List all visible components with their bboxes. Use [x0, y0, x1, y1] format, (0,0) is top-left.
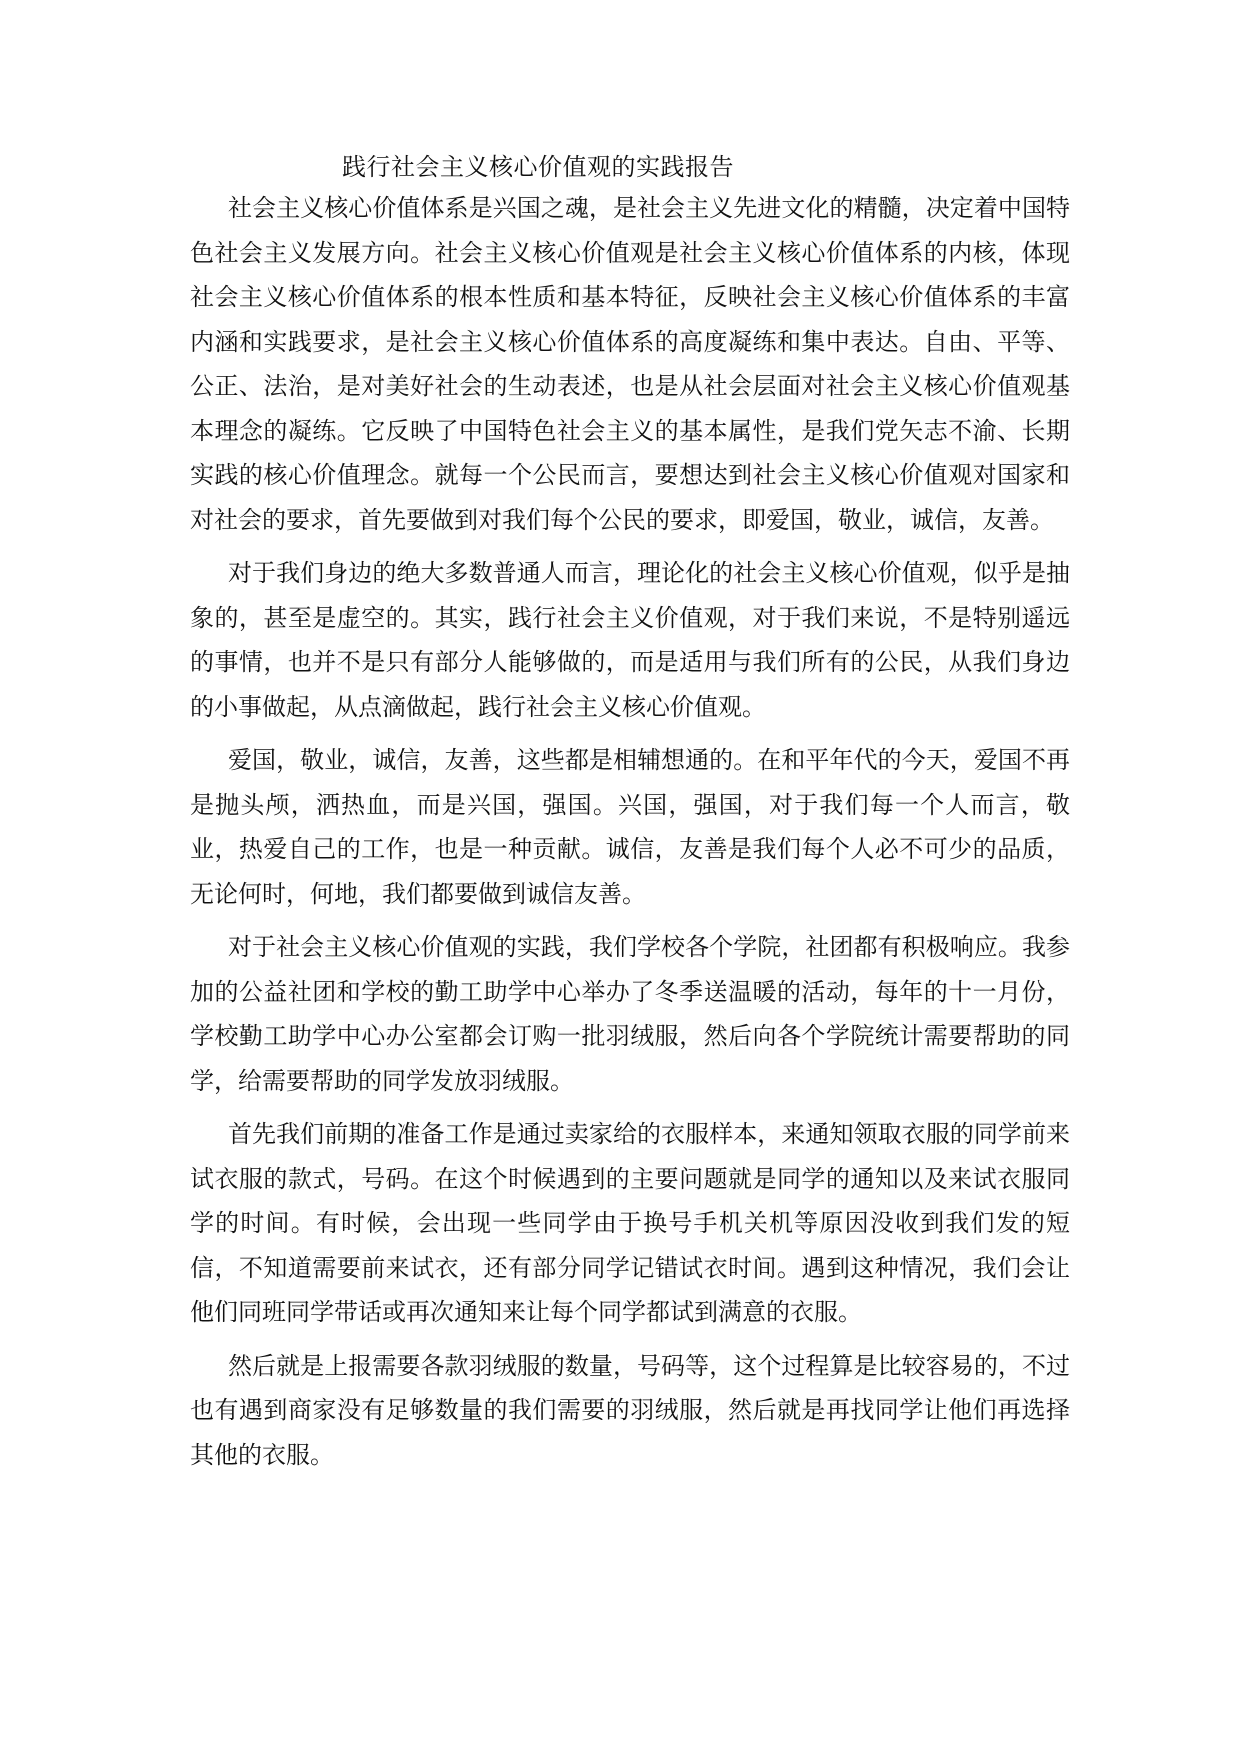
document-title: 践行社会主义核心价值观的实践报告	[342, 153, 734, 181]
paragraph: 爱国，敬业，诚信，友善，这些都是相辅想通的。在和平年代的今天，爱国不再是抛头颅，洒热血，而是兴国，强国。兴国，强国，对于我们每一个人而言，敬业，热爱自己的工作，也是一种贡献。诚信，友善是我们每个人必不可少的品质，无论何时，何地，我们都要做到诚信友善。	[190, 746, 1070, 908]
paragraph: 对于社会主义核心价值观的实践，我们学校各个学院，社团都有积极响应。我参加的公益社团和学校的勤工助学中心举办了冬季送温暖的活动，每年的十一月份，学校勤工助学中心办公室都会订购一批羽绒服，然后向各个学院统计需要帮助的同学，给需要帮助的同学发放羽绒服。	[190, 933, 1070, 1095]
paragraph: 然后就是上报需要各款羽绒服的数量，号码等，这个过程算是比较容易的，不过也有遇到商家没有足够数量的我们需要的羽绒服，然后就是再找同学让他们再选择其他的衣服。	[190, 1351, 1070, 1469]
document-body	[190, 148, 1070, 1486]
paragraph: 社会主义核心价值体系是兴国之魂，是社会主义先进文化的精髓，决定着中国特色社会主义发展方向。社会主义核心价值观是社会主义核心价值体系的内核，体现社会主义核心价值体系的根本性质和基本特征，反映社会主义核心价值体系的丰富内涵和实践要求，是社会主义核心价值体系的高度凝练和集中表达。自由、平等、公正、法治，是对美好社会的生动表述，也是从社会层面对社会主义核心价值观基本理念的凝练。它反映了中国特色社会主义的基本属性，是我们党矢志不渝、长期实践的核心价值理念。就每一个公民而言，要想达到社会主义核心价值观对国家和对社会的要求，首先要做到对我们每个公民的要求，即爱国，敬业，诚信，友善。	[190, 194, 1070, 534]
paragraph: 对于我们身边的绝大多数普通人而言，理论化的社会主义核心价值观，似乎是抽象的，甚至是虚空的。其实，践行社会主义价值观，对于我们来说，不是特别遥远的事情，也并不是只有部分人能够做的，而是适用与我们所有的公民，从我们身边的小事做起，从点滴做起，践行社会主义核心价值观。	[190, 559, 1070, 721]
paragraph: 首先我们前期的准备工作是通过卖家给的衣服样本，来通知领取衣服的同学前来试衣服的款式，号码。在这个时候遇到的主要问题就是同学的通知以及来试衣服同学的时间。有时候，会出现一些同学由于换号手机关机等原因没收到我们发的短信，不知道需要前来试衣，还有部分同学记错试衣时间。遇到这种情况，我们会让他们同班同学带话或再次通知来让每个同学都试到满意的衣服。	[190, 1120, 1070, 1326]
